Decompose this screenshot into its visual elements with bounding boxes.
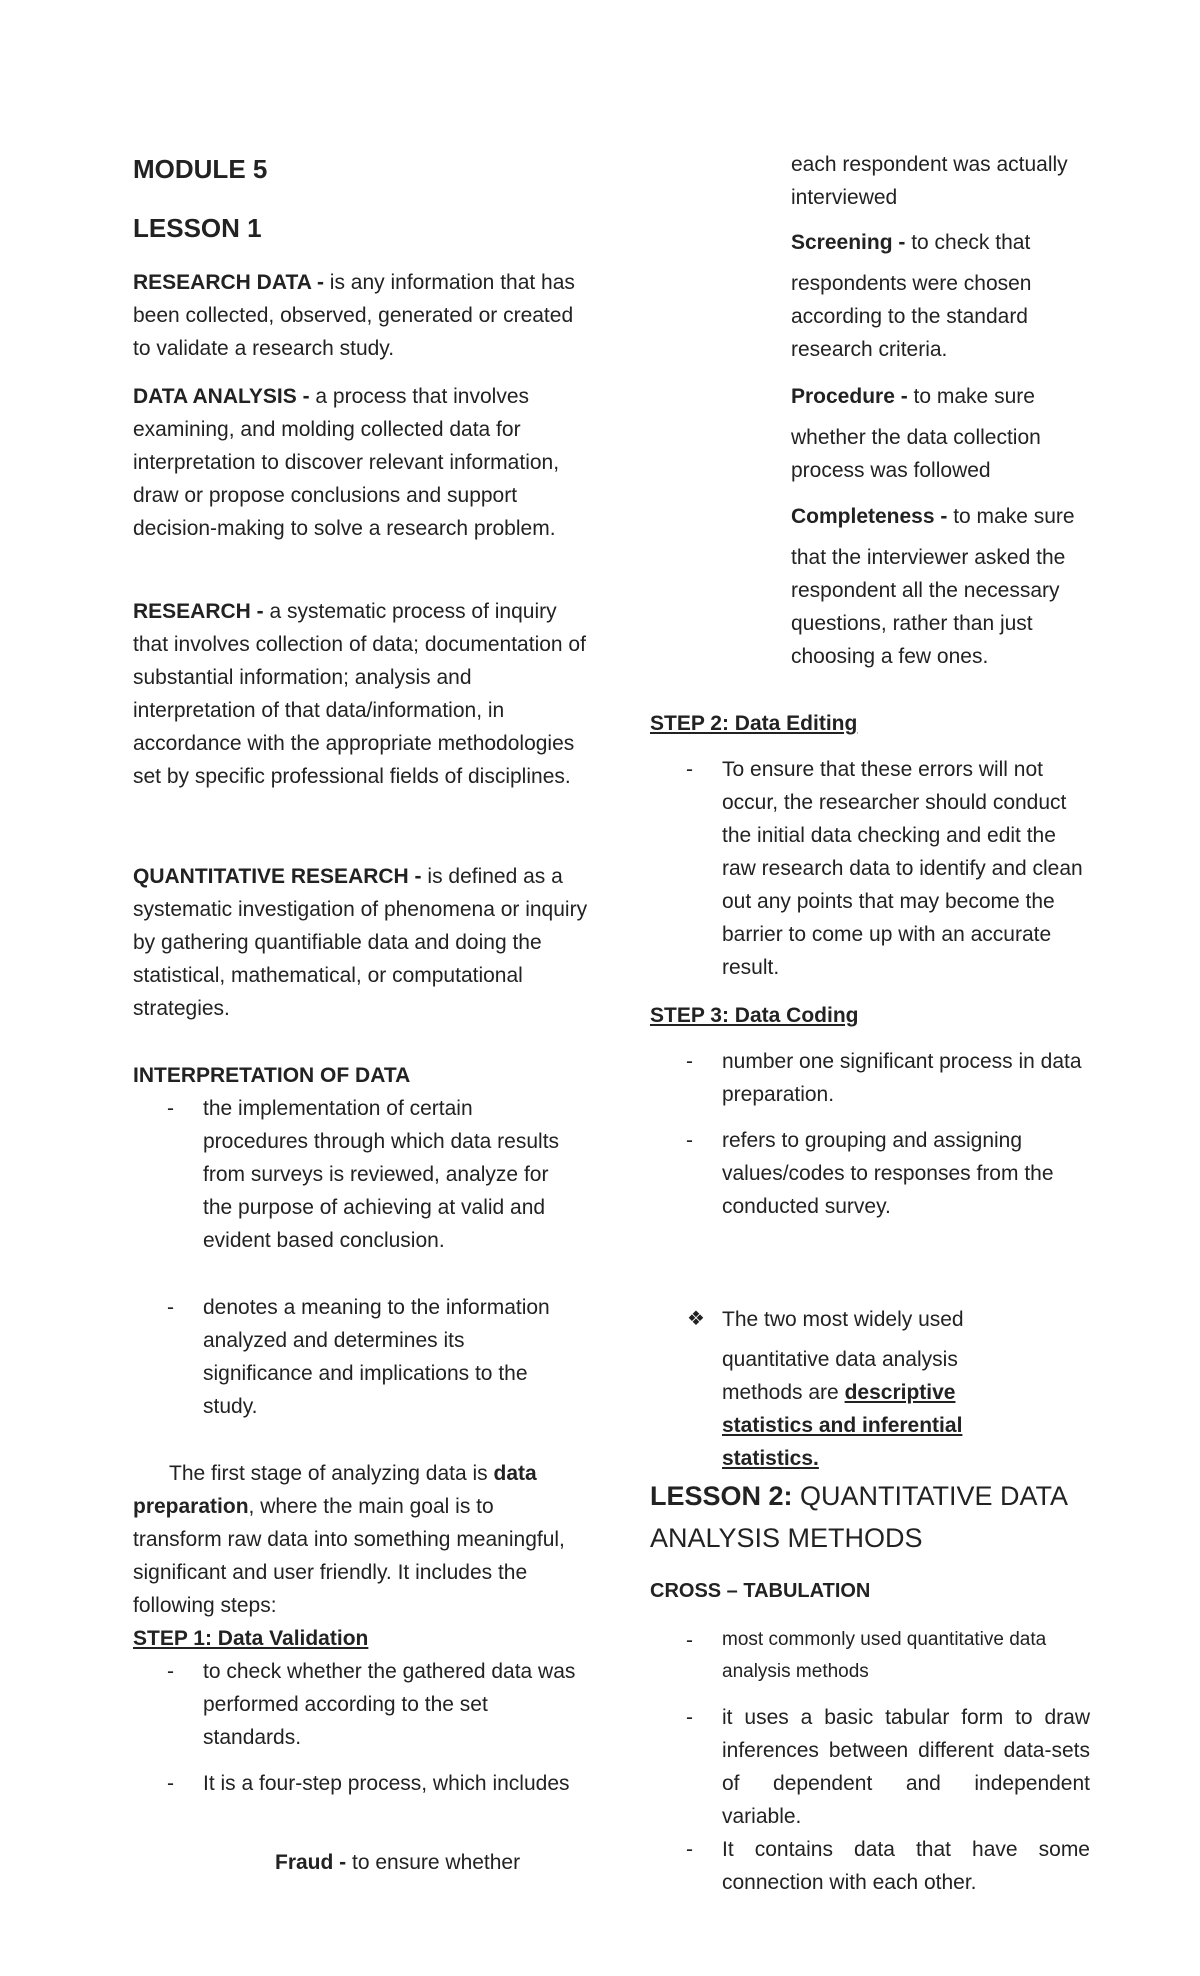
cross-tab-item-2: it uses a basic tabular form to draw inferences between different data-sets of dependent and independent variable. — [722, 1706, 1090, 1828]
bullet-dash: - — [167, 1772, 174, 1795]
data-analysis-term: DATA ANALYSIS - — [133, 385, 310, 408]
procedure-term: Procedure - — [791, 385, 908, 408]
first-stage-bold: data preparation — [133, 1462, 537, 1518]
first-stage-post: , where the main goal is to transform raw data into something meaningful, significant and user friendly. It includes the following steps: — [133, 1495, 565, 1617]
lesson2-label: LESSON 2: — [650, 1481, 793, 1511]
fraud-continued: each respondent was actually interviewed — [791, 153, 1068, 209]
step1-item-1: to check whether the gathered data was performed according to the set standards. — [203, 1660, 576, 1749]
quantitative-term: QUANTITATIVE RESEARCH - — [133, 865, 422, 888]
lesson2-title — [650, 1475, 1090, 1559]
procedure-continued: whether the data collection process was followed — [791, 426, 1041, 482]
research-term: RESEARCH - — [133, 600, 264, 623]
bullet-dash: - — [686, 1050, 693, 1073]
methods-note — [722, 1343, 1042, 1475]
step3-heading: STEP 3: Data Coding — [650, 1004, 859, 1027]
methods-note-line1: The two most widely used — [722, 1308, 964, 1331]
bullet-dash: - — [167, 1296, 174, 1319]
research-data-term: RESEARCH DATA - — [133, 271, 324, 294]
bullet-dash: - — [686, 1629, 693, 1652]
lesson2-text: QUANTITATIVE DATA ANALYSIS METHODS — [650, 1481, 1067, 1553]
diamond-bullet-icon: ❖ — [687, 1308, 705, 1330]
procedure-line — [791, 380, 1111, 413]
screening-line — [791, 226, 1111, 259]
bullet-dash: - — [167, 1660, 174, 1683]
first-stage-paragraph — [133, 1457, 583, 1622]
first-stage-pre: The first stage of analyzing data is — [169, 1462, 494, 1485]
completeness-continued: that the interviewer asked the respondent all the necessary questions, rather than just choosing a few ones. — [791, 546, 1066, 668]
screening-term: Screening - — [791, 231, 906, 254]
procedure-text: to make sure — [907, 385, 1035, 408]
bullet-dash: - — [686, 1129, 693, 1152]
bullet-dash: - — [686, 1838, 693, 1861]
bullet-dash: - — [686, 1706, 693, 1729]
step1-heading: STEP 1: Data Validation — [133, 1627, 369, 1650]
research-text: a systematic process of inquiry that involves collection of data; documentation of substantial information; analysis and interpretation of that data/information, in accordance with the appropriate methodologies set by specific professional fields of disciplines. — [133, 600, 586, 788]
screening-text: to check that — [905, 231, 1031, 254]
research-data-definition — [133, 266, 593, 365]
cross-tab-item-3: It contains data that have some connection with each other. — [722, 1838, 1090, 1894]
interpretation-item-1: the implementation of certain procedures through which data results from surveys is reviewed, analyze for the purpose of achieving at valid and evident based conclusion. — [203, 1097, 560, 1252]
methods-note-pre: quantitative data analysis methods are — [722, 1348, 958, 1404]
bullet-dash: - — [686, 758, 693, 781]
quantitative-research-definition — [133, 860, 593, 1025]
step3-item-2: refers to grouping and assigning values/codes to responses from the conducted survey. — [722, 1129, 1054, 1218]
methods-note-link: descriptive statistics and inferential statistics. — [722, 1381, 963, 1470]
research-data-text: is any information that has been collected, observed, generated or created to validate a research study. — [133, 271, 575, 360]
completeness-line — [791, 500, 1111, 533]
completeness-term: Completeness - — [791, 505, 948, 528]
step3-item-1: number one significant process in data preparation. — [722, 1050, 1082, 1106]
data-analysis-definition — [133, 380, 593, 545]
cross-tab-item-1: most commonly used quantitative data analysis methods — [722, 1629, 1047, 1682]
step1-item-2: It is a four-step process, which includes — [203, 1772, 570, 1795]
lesson1-title: LESSON 1 — [133, 213, 262, 243]
cross-tab-heading: CROSS – TABULATION — [650, 1580, 871, 1602]
step2-item-1: To ensure that these errors will not occur, the researcher should conduct the initial data checking and edit the raw research data to identify and clean out any points that may become the barrier to come up with an accurate result. — [722, 758, 1083, 979]
interpretation-heading: INTERPRETATION OF DATA — [133, 1064, 411, 1087]
screening-continued: respondents were chosen according to the standard research criteria. — [791, 272, 1032, 361]
data-analysis-text: a process that involves examining, and molding collected data for interpretation to discover relevant information, draw or propose conclusions and support decision-making to solve a research problem. — [133, 385, 560, 540]
interpretation-item-2: denotes a meaning to the information analyzed and determines its significance and implications to the study. — [203, 1296, 550, 1418]
research-definition — [133, 595, 593, 793]
fraud-line — [275, 1846, 595, 1879]
module-title: MODULE 5 — [133, 154, 268, 184]
bullet-dash: - — [167, 1097, 174, 1120]
step2-heading: STEP 2: Data Editing — [650, 712, 858, 735]
quantitative-text: is defined as a systematic investigation of phenomena or inquiry by gathering quantifiable data and doing the statistical, mathematical, or computational strategies. — [133, 865, 588, 1020]
fraud-term: Fraud - — [275, 1851, 347, 1874]
completeness-text: to make sure — [947, 505, 1075, 528]
fraud-text: to ensure whether — [346, 1851, 521, 1874]
